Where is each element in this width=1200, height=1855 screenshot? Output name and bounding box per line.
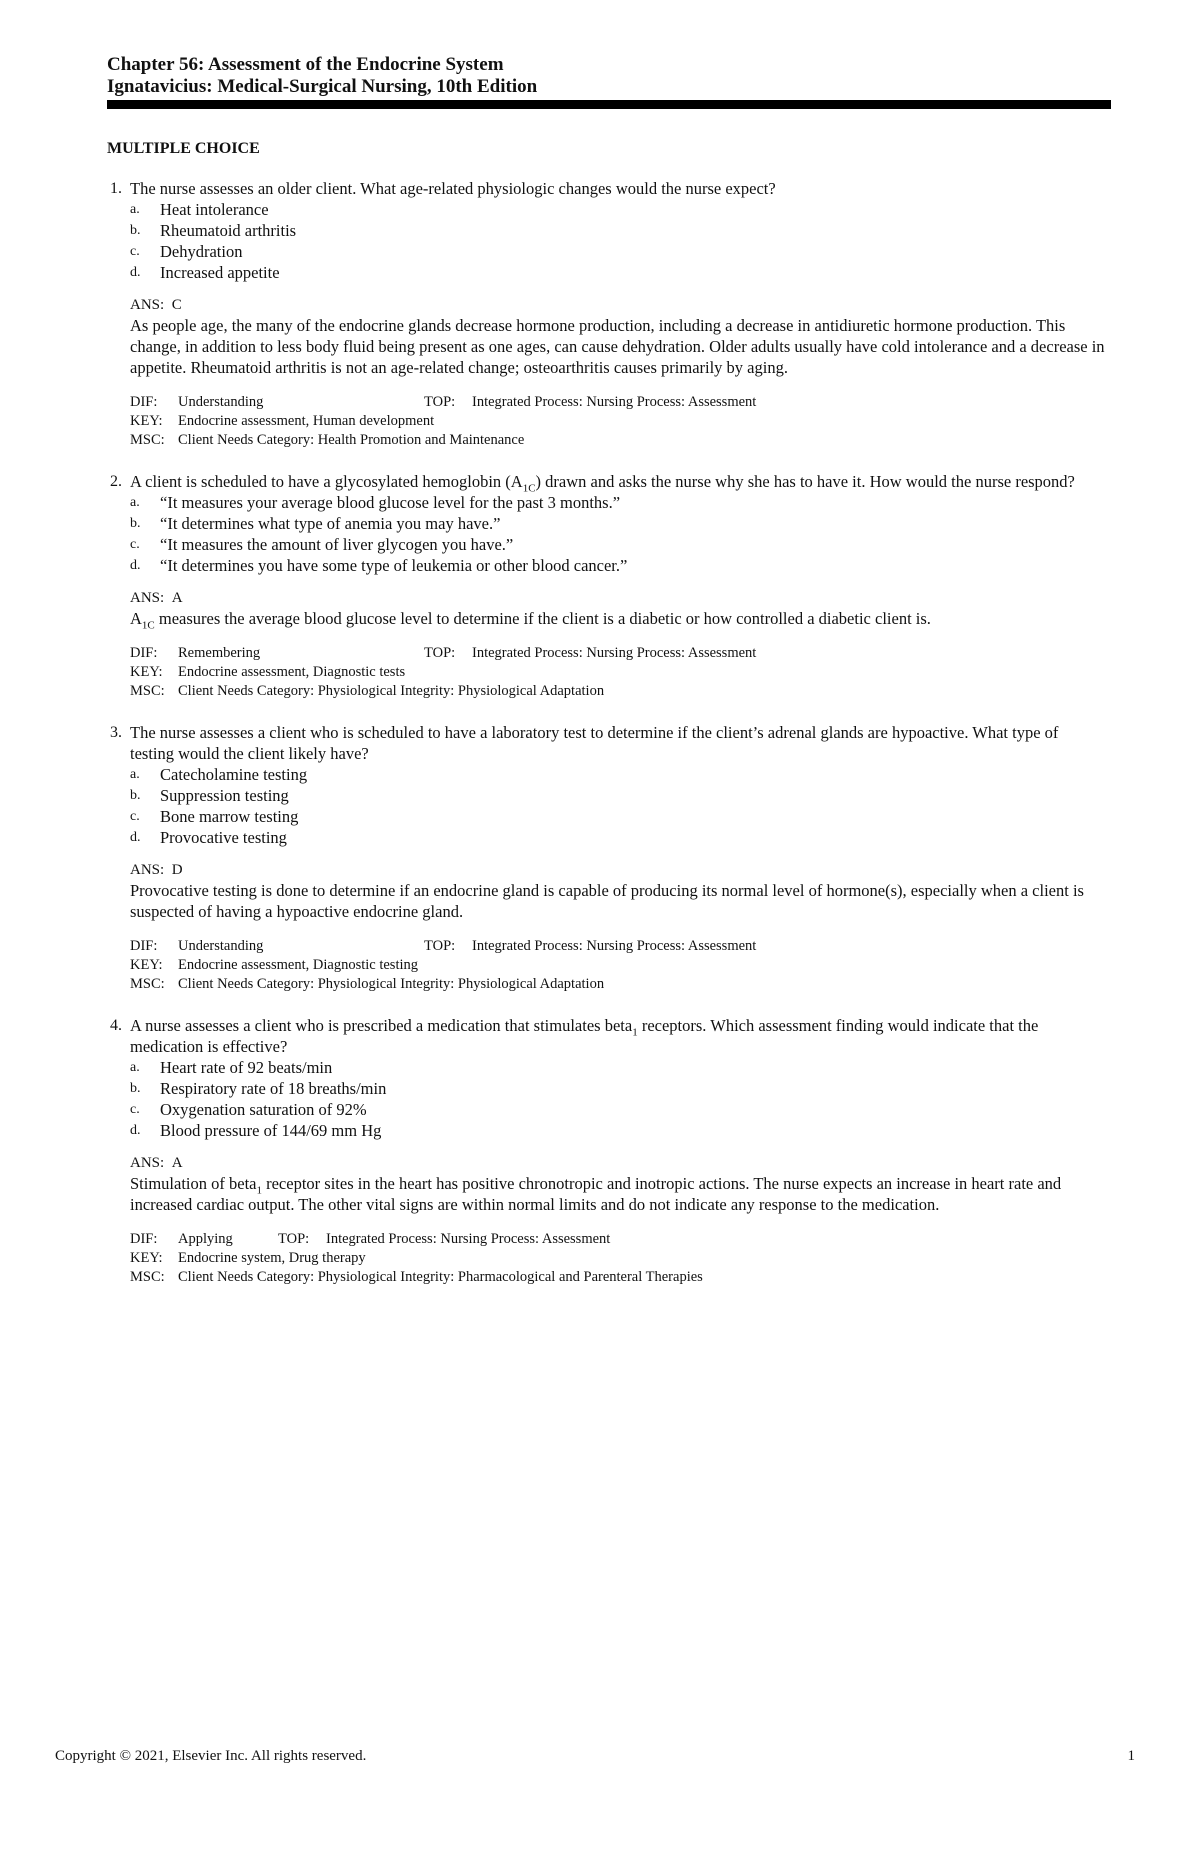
option-b (130, 1078, 1105, 1099)
page-footer (55, 1748, 1135, 1765)
option-letter: d. (130, 830, 141, 845)
top-label: TOP: (424, 394, 456, 410)
answer-options (130, 199, 1105, 283)
question-1 (110, 178, 1105, 450)
top-label: TOP: (424, 645, 456, 661)
option-d (130, 555, 1105, 576)
msc-label: MSC: (130, 683, 165, 699)
key-label: KEY: (130, 664, 163, 680)
option-text: Blood pressure of 144/69 mm Hg (160, 1121, 382, 1140)
rationale (130, 608, 1105, 632)
stem-subscript: 1 (632, 1026, 638, 1039)
answer-line (130, 588, 1105, 608)
rationale-subscript: 1C (141, 619, 155, 632)
answer-line (130, 1153, 1105, 1173)
msc-value: Client Needs Category: Health Promotion and Maintenance (178, 432, 525, 448)
question-stem (130, 471, 1105, 495)
top-value: Integrated Process: Nursing Process: Assessment (472, 645, 757, 661)
option-d (130, 827, 1105, 848)
answer-line (130, 860, 1105, 880)
stem-subscript: 1C (522, 482, 536, 495)
option-letter: b. (130, 788, 141, 803)
option-b (130, 220, 1105, 241)
option-letter: c. (130, 244, 140, 259)
option-letter: d. (130, 1123, 141, 1138)
option-letter: b. (130, 1081, 141, 1096)
option-text: Heart rate of 92 beats/min (160, 1058, 333, 1077)
option-text: “It measures your average blood glucose level for the past 3 months.” (160, 493, 621, 512)
option-letter: b. (130, 223, 141, 238)
header-rule (107, 100, 1111, 109)
option-d (130, 262, 1105, 283)
question-3 (110, 722, 1105, 994)
option-a (130, 1057, 1105, 1078)
option-text: Dehydration (160, 242, 243, 261)
option-text: “It determines you have some type of leukemia or other blood cancer.” (160, 556, 628, 575)
option-text: “It determines what type of anemia you may have.” (160, 514, 501, 533)
dif-value: Applying (178, 1231, 233, 1247)
question-meta (130, 393, 1105, 450)
rationale-text: A (130, 609, 142, 628)
rationale: As people age, the many of the endocrine glands decrease hormone production, including a decrease in antidiuretic hormone production. This change, in addition to less body fluid being present as one ages, can cause dehydration. Older adults usually have cold intolerance and a decrease in appetite. Rheumatoid arthritis is not an age-related change; osteoarthritis causes primarily by aging. (130, 316, 1105, 377)
book-title: Ignatavicius: Medical-Surgical Nursing, 10th Edition (107, 76, 538, 97)
top-value: Integrated Process: Nursing Process: Assessment (472, 938, 757, 954)
page-header (107, 54, 1111, 98)
option-letter: c. (130, 1102, 140, 1117)
top-label: TOP: (278, 1231, 310, 1247)
question-number: 2. (110, 473, 122, 490)
msc-label: MSC: (130, 1269, 165, 1285)
option-a (130, 199, 1105, 220)
key-value: Endocrine system, Drug therapy (178, 1250, 366, 1266)
question-meta (130, 1230, 1105, 1287)
answer-label: ANS: (130, 297, 165, 313)
rationale-subscript: 1 (256, 1184, 262, 1197)
msc-label: MSC: (130, 976, 165, 992)
option-text: Provocative testing (160, 828, 287, 847)
option-b (130, 513, 1105, 534)
page-number: 1 (1127, 1748, 1135, 1764)
answer-value: A (171, 590, 183, 606)
answer-value: C (171, 297, 182, 313)
answer-options (130, 764, 1105, 848)
key-label: KEY: (130, 1250, 163, 1266)
rationale (130, 1173, 1105, 1215)
answer-label: ANS: (130, 1155, 165, 1171)
stem-text: A nurse assesses a client who is prescribed a medication that stimulates beta (130, 1016, 633, 1035)
option-letter: a. (130, 495, 140, 510)
stem-text: receptors. Which assessment finding would indicate that the medication is effective? (130, 1016, 1039, 1056)
option-text: Catecholamine testing (160, 765, 308, 784)
question-number: 3. (110, 724, 122, 741)
option-letter: d. (130, 558, 141, 573)
option-text: Rheumatoid arthritis (160, 221, 297, 240)
rationale-text: receptor sites in the heart has positive chronotropic and inotropic actions. The nurse expects an increase in heart rate and increased cardiac output. The other vital signs are within normal limits and do not indicate any response to the medication. (130, 1174, 1062, 1214)
dif-label: DIF: (130, 938, 158, 954)
top-label: TOP: (424, 938, 456, 954)
option-a (130, 764, 1105, 785)
option-letter: c. (130, 809, 140, 824)
msc-label: MSC: (130, 432, 165, 448)
copyright-notice: Copyright © 2021, Elsevier Inc. All rights reserved. (55, 1748, 367, 1764)
answer-value: D (171, 862, 183, 878)
option-c (130, 534, 1105, 555)
dif-value: Remembering (178, 645, 261, 661)
question-list (0, 178, 1200, 1308)
rationale-text: Stimulation of beta (130, 1174, 257, 1193)
question-4 (110, 1015, 1105, 1287)
option-text: Increased appetite (160, 263, 280, 282)
dif-label: DIF: (130, 1231, 158, 1247)
question-2 (110, 471, 1105, 701)
question-meta (130, 644, 1105, 701)
option-letter: a. (130, 1060, 140, 1075)
question-stem (130, 1015, 1105, 1057)
question-stem: The nurse assesses an older client. What age-related physiologic changes would the nurse expect? (130, 179, 776, 198)
rationale: Provocative testing is done to determine if an endocrine gland is capable of producing its normal level of hormone(s), especially when a client is suspected of having a hypoactive endocrine gland. (130, 881, 1084, 921)
key-label: KEY: (130, 957, 163, 973)
option-c (130, 806, 1105, 827)
answer-line (130, 295, 1105, 315)
option-a (130, 492, 1105, 513)
top-value: Integrated Process: Nursing Process: Assessment (472, 394, 757, 410)
dif-value: Understanding (178, 394, 264, 410)
option-text: Heat intolerance (160, 200, 269, 219)
stem-text: A client is scheduled to have a glycosylated hemoglobin (A (130, 472, 523, 491)
answer-options (130, 492, 1105, 576)
chapter-title: Chapter 56: Assessment of the Endocrine System (107, 54, 504, 75)
option-text: “It measures the amount of liver glycogen you have.” (160, 535, 514, 554)
option-c (130, 1099, 1105, 1120)
question-meta (130, 937, 1105, 994)
msc-value: Client Needs Category: Physiological Integrity: Physiological Adaptation (178, 683, 605, 699)
option-letter: a. (130, 202, 140, 217)
option-letter: a. (130, 767, 140, 782)
question-number: 4. (110, 1017, 122, 1034)
answer-options (130, 1057, 1105, 1141)
dif-value: Understanding (178, 938, 264, 954)
answer-label: ANS: (130, 590, 165, 606)
option-letter: d. (130, 265, 141, 280)
option-text: Respiratory rate of 18 breaths/min (160, 1079, 387, 1098)
question-stem: The nurse assesses a client who is scheduled to have a laboratory test to determine if the client’s adrenal glands are hypoactive. What type of testing would the client likely have? (130, 723, 1059, 763)
key-label: KEY: (130, 413, 163, 429)
option-text: Suppression testing (160, 786, 289, 805)
rationale-text: measures the average blood glucose level to determine if the client is a diabetic or how controlled a diabetic client is. (154, 609, 931, 628)
msc-value: Client Needs Category: Physiological Integrity: Pharmacological and Parenteral Therapies (178, 1269, 703, 1285)
key-value: Endocrine assessment, Human development (178, 413, 435, 429)
option-letter: b. (130, 516, 141, 531)
question-number: 1. (110, 180, 122, 197)
msc-value: Client Needs Category: Physiological Integrity: Physiological Adaptation (178, 976, 605, 992)
stem-text: ) drawn and asks the nurse why she has to have it. How would the nurse respond? (535, 472, 1075, 491)
key-value: Endocrine assessment, Diagnostic tests (178, 664, 406, 680)
option-c (130, 241, 1105, 262)
option-d (130, 1120, 1105, 1141)
option-text: Bone marrow testing (160, 807, 299, 826)
answer-label: ANS: (130, 862, 165, 878)
option-letter: c. (130, 537, 140, 552)
option-b (130, 785, 1105, 806)
option-text: Oxygenation saturation of 92% (160, 1100, 367, 1119)
dif-label: DIF: (130, 645, 158, 661)
answer-value: A (171, 1155, 183, 1171)
key-value: Endocrine assessment, Diagnostic testing (178, 957, 419, 973)
top-value: Integrated Process: Nursing Process: Assessment (326, 1231, 611, 1247)
dif-label: DIF: (130, 394, 158, 410)
section-title: MULTIPLE CHOICE (107, 140, 260, 157)
